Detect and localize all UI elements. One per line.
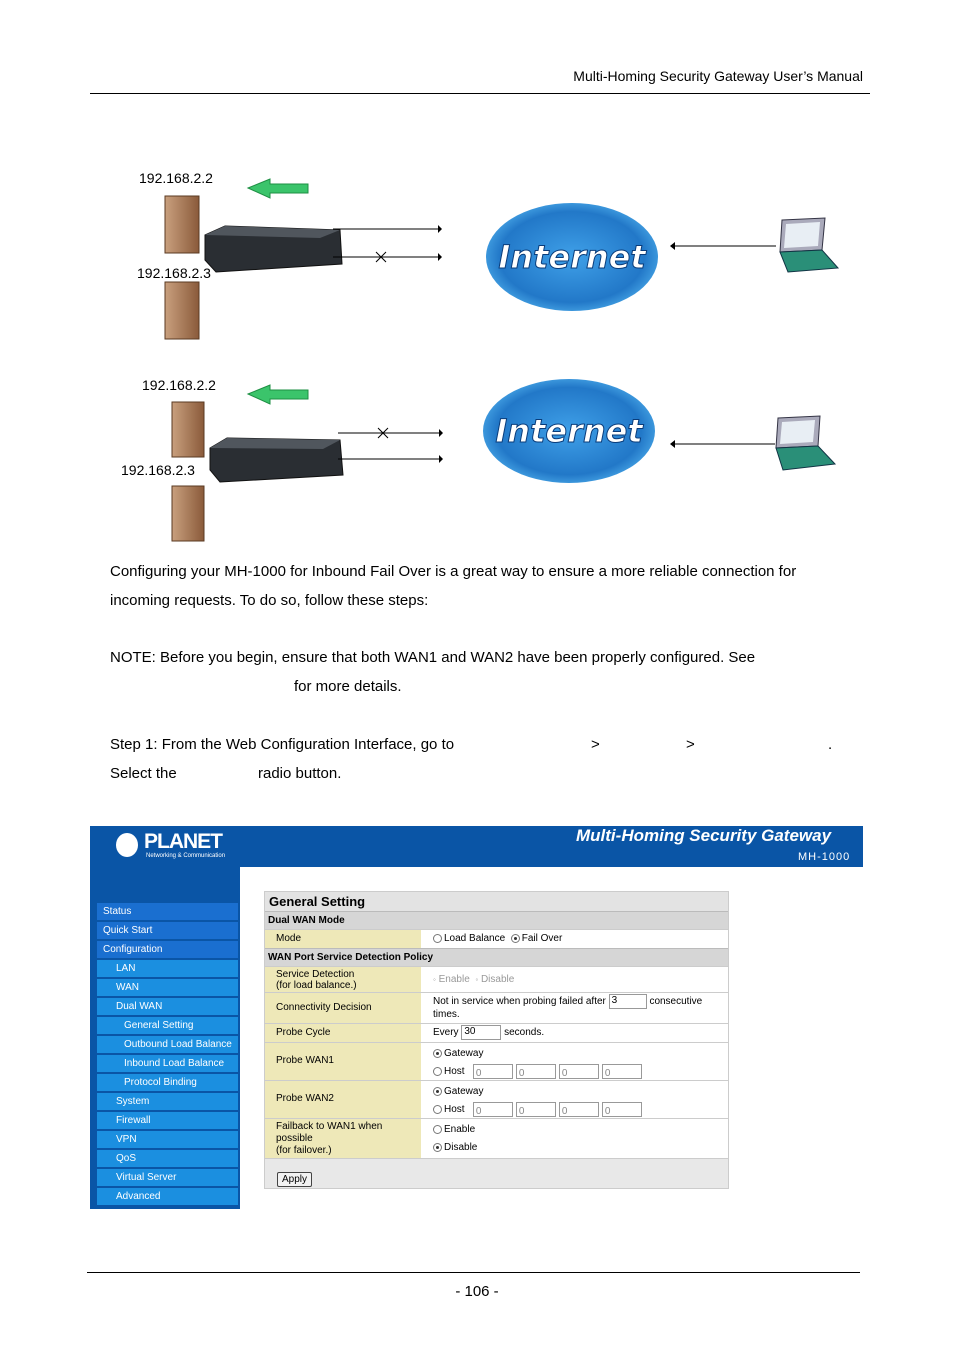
- section-dual-wan-mode: Dual WAN Mode: [265, 911, 728, 929]
- mode-fail-over-radio[interactable]: [511, 934, 520, 943]
- arrow-left-green-icon: [248, 385, 308, 404]
- ip-label: 192.168.2.3: [121, 462, 195, 478]
- config-screenshot: [90, 826, 863, 1209]
- page-number: - 106 -: [455, 1283, 499, 1300]
- wan1-host-ip-1[interactable]: 0: [473, 1064, 513, 1079]
- nav-lan[interactable]: LAN: [97, 960, 238, 978]
- svg-text:Internet: Internet: [495, 412, 643, 450]
- service-detection-label: Service Detection (for load balance.): [265, 967, 421, 992]
- nav-advanced[interactable]: Advanced: [97, 1188, 238, 1206]
- top-banner: [90, 826, 863, 867]
- nav-protocol-binding[interactable]: Protocol Binding: [97, 1074, 238, 1092]
- apply-button[interactable]: Apply: [277, 1172, 312, 1187]
- nav-configuration[interactable]: Configuration: [97, 941, 238, 959]
- logo-subtext: Networking & Communication: [146, 853, 226, 859]
- general-setting-form: General Setting Dual WAN Mode Mode Load Balance Fail Over WAN Port Service Detection Policy Service Detection (for load balance.) ◦ Enable ◦ Disable Connectivity Decision Not in service when probing failed after 3 consecutive times. Probe Cycle Every 30 seconds. Probe WAN1 Gateway Host 0 0 0 0 Probe WAN2 Gateway Host 0 0 0 0 Failback to WAN1 when possible (for failover.) Enable Disable Apply: [264, 891, 729, 1189]
- header-rule: [90, 93, 870, 94]
- probe-cycle-label: Probe Cycle: [265, 1024, 421, 1042]
- nav-dual-wan[interactable]: Dual WAN: [97, 998, 238, 1016]
- sidebar-nav: [90, 867, 240, 1209]
- nav-virtual-server[interactable]: Virtual Server: [97, 1169, 238, 1187]
- failback-label: Failback to WAN1 when possible (for failover.): [265, 1119, 421, 1158]
- probe-wan2-label: Probe WAN2: [265, 1081, 421, 1118]
- service-detection-disable[interactable]: Disable: [480, 974, 515, 985]
- wan2-host-ip-3[interactable]: 0: [559, 1102, 599, 1117]
- diagram-1: [120, 160, 850, 350]
- logo-text: PLANET: [144, 830, 222, 853]
- probe-wan1-label: Probe WAN1: [265, 1043, 421, 1080]
- service-detection-enable[interactable]: Enable: [438, 974, 470, 985]
- disabled-radio-icon: ◦: [433, 975, 436, 984]
- form-title: General Setting: [265, 892, 728, 911]
- nav-status[interactable]: Status: [97, 903, 238, 921]
- connectivity-decision-label: Connectivity Decision: [265, 993, 421, 1023]
- nav-firewall[interactable]: Firewall: [97, 1112, 238, 1130]
- wan2-gateway-radio[interactable]: [433, 1087, 442, 1096]
- banner-title: Multi-Homing Security Gateway: [576, 826, 832, 845]
- note: NOTE: Before you begin, ensure that both WAN1 and WAN2 have been properly configured. See for more details.: [110, 649, 756, 695]
- wan1-host-radio[interactable]: [433, 1067, 442, 1076]
- mode-load-balance-radio[interactable]: [433, 934, 442, 943]
- banner-model: MH-1000: [798, 851, 851, 863]
- svg-text:Internet: Internet: [498, 238, 646, 276]
- laptop-icon: [780, 218, 838, 272]
- probe-cycle-input[interactable]: 30: [461, 1025, 501, 1040]
- wan1-host-ip-3[interactable]: 0: [559, 1064, 599, 1079]
- server-icon: [165, 282, 199, 339]
- server-icon: [165, 196, 199, 253]
- nav-vpn[interactable]: VPN: [97, 1131, 238, 1149]
- wan2-host-ip-4[interactable]: 0: [602, 1102, 642, 1117]
- nav-system[interactable]: System: [97, 1093, 238, 1111]
- nav-inbound-load-balance[interactable]: Inbound Load Balance: [97, 1055, 238, 1073]
- ip-label: 192.168.2.2: [142, 377, 216, 393]
- wan1-host-ip-2[interactable]: 0: [516, 1064, 556, 1079]
- section-detection-policy: WAN Port Service Detection Policy: [265, 948, 728, 966]
- nav-outbound-load-balance[interactable]: Outbound Load Balance: [97, 1036, 238, 1054]
- failback-enable-radio[interactable]: [433, 1125, 442, 1134]
- consecutive-failures-input[interactable]: 3: [609, 994, 647, 1009]
- nav-qos[interactable]: QoS: [97, 1150, 238, 1168]
- planet-logo-icon: [116, 833, 138, 857]
- wan2-host-ip-1[interactable]: 0: [473, 1102, 513, 1117]
- disabled-radio-icon: ◦: [475, 975, 479, 984]
- server-icon: [172, 402, 204, 457]
- mode-label: Mode: [265, 930, 421, 948]
- server-icon: [172, 486, 204, 541]
- failback-disable-radio[interactable]: [433, 1143, 442, 1152]
- nav-quick-start[interactable]: Quick Start: [97, 922, 238, 940]
- wan1-host-ip-4[interactable]: 0: [602, 1064, 642, 1079]
- ip-label: 192.168.2.2: [139, 170, 213, 186]
- wan2-host-radio[interactable]: [433, 1105, 442, 1114]
- ip-label: 192.168.2.3: [137, 265, 211, 281]
- wan2-host-ip-2[interactable]: 0: [516, 1102, 556, 1117]
- paragraph: Configuring your MH-1000 for Inbound Fail Over is a great way to ensure a more reliable connection for incoming requests. To do so, follow these steps:: [110, 563, 797, 609]
- footer-rule: [87, 1272, 860, 1273]
- laptop-icon: [776, 416, 835, 470]
- nav-general-setting[interactable]: General Setting: [97, 1017, 238, 1035]
- diagram-2: [115, 370, 850, 550]
- wan1-gateway-radio[interactable]: [433, 1049, 442, 1058]
- step-1-line-2: Select the radio button.: [110, 765, 342, 782]
- nav-wan[interactable]: WAN: [97, 979, 238, 997]
- step-1: Step 1: From the Web Configuration Interface, go to > > .: [110, 736, 833, 753]
- arrow-left-green-icon: [248, 179, 308, 198]
- page-header: Multi-Homing Security Gateway User’s Manual: [573, 68, 863, 84]
